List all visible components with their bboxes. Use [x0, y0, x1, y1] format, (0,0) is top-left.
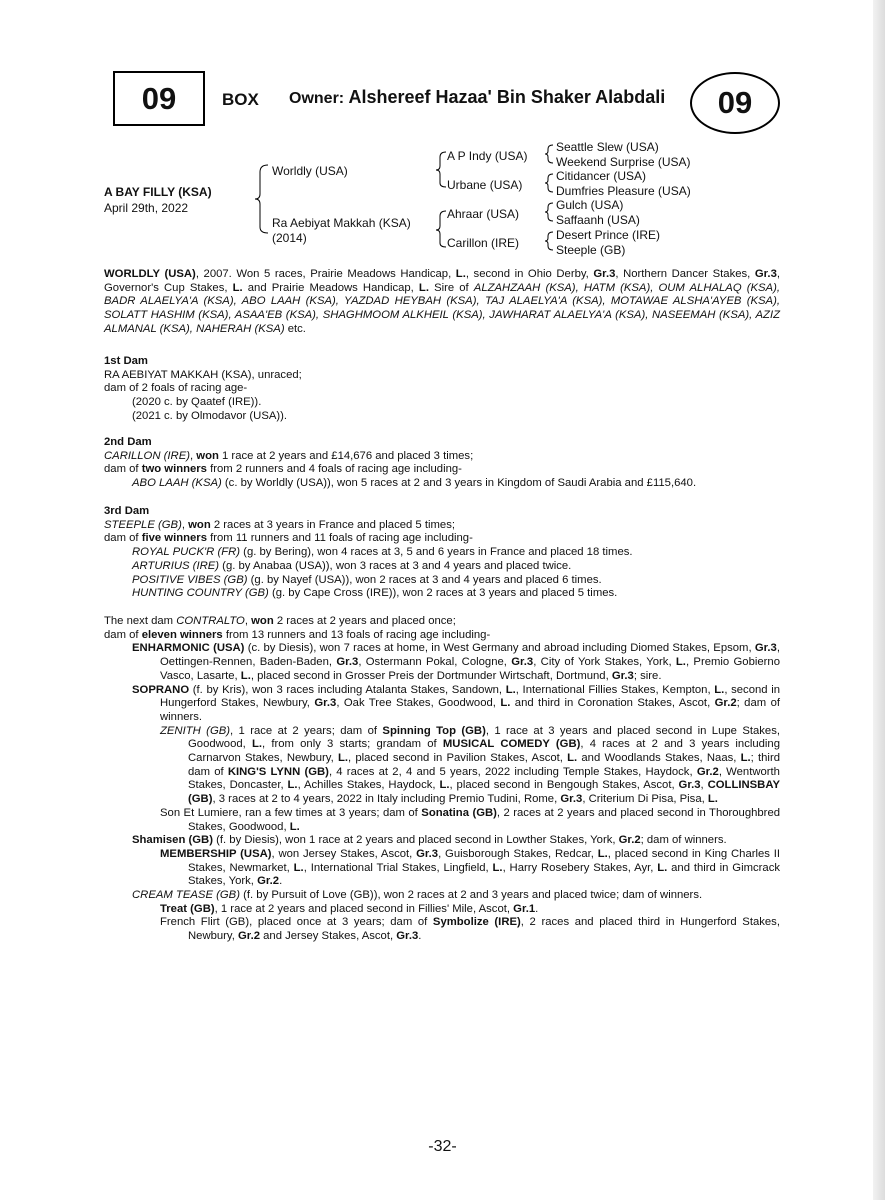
spinning-top-name: Spinning Top (GB) — [382, 724, 486, 737]
treat-t1: , 1 race at 2 years and placed second in Fillies' Mile, Ascot, — [214, 902, 514, 915]
zen-t2: , 1 race at 3 years and placed second in Lupe Stakes, Goodwood, — [188, 724, 781, 751]
sel-t2: , 2 races at 2 years and placed second in Thoroughbred Stakes, Goodwood, — [188, 806, 781, 833]
lot-number: 09 — [141, 80, 177, 116]
second-dam-two-winners: two winners — [141, 463, 207, 476]
zen-t12: , — [700, 779, 708, 792]
kings-lynn-name: KING'S LYNN (GB) — [227, 765, 329, 778]
ff-gr3: Gr.3 — [396, 930, 419, 943]
sonatina-name: Sonatina (GB) — [421, 806, 497, 819]
second-dam-header: 2nd Dam — [104, 436, 152, 448]
enh-t5: , Premio Gobierno Vasco, Lasarte, — [160, 656, 780, 682]
zen-gr3a: Gr.3 — [678, 779, 701, 792]
sire-para-l3: L. — [418, 281, 429, 294]
third-dam-line2 — [104, 532, 780, 546]
ff-t3: and Jersey Stakes, Ascot, — [260, 930, 397, 943]
ff-t1: French Flirt (GB), placed once at 3 years; dam of — [160, 916, 433, 929]
enharmonic-entry — [104, 642, 780, 683]
sham-t1: (f. by Diesis), won 1 race at 2 years and placed second in Lowther Stakes, York, — [212, 834, 619, 847]
sire-para-t2: , second in Ohio Derby, — [465, 268, 594, 280]
soprano-name: SOPRANO — [132, 683, 190, 696]
first-dam-l4: (2021 c. by Olmodavor (USA)). — [132, 409, 288, 422]
zen-t8: , 4 races at 2, 4 and 5 years, 2022 including Temple Stakes, Haydock, — [328, 765, 697, 778]
membership-entry — [104, 848, 780, 889]
first-dam-header: 1st Dam — [104, 355, 148, 367]
mem-gr2: Gr.2 — [257, 875, 280, 888]
french-flirt-entry — [104, 916, 780, 943]
zen-l4: L. — [740, 752, 751, 765]
cream-tease-name: CREAM TEASE (GB) — [132, 889, 240, 902]
bracket-ahraar — [545, 203, 553, 221]
zen-t1: , 1 race at 2 years; dam of — [230, 724, 383, 737]
zen-t14: , Criterium Di Pisa, Pisa, — [582, 793, 708, 806]
enh-l1: L. — [675, 656, 686, 669]
arturius-text: (g. by Anabaa (USA)), won 3 races at 3 and 4 years and placed twice. — [219, 559, 572, 572]
enh-t4: , City of York Stakes, York, — [533, 656, 676, 669]
owner-name: Alshereef Hazaa' Bin Shaker Alabdali — [348, 87, 666, 107]
sire-para-l2: L. — [232, 281, 243, 294]
sire-para-t3: , Northern Dancer Stakes, — [615, 268, 755, 280]
next-dam-t3: 2 races at 2 years and placed once; — [273, 615, 456, 627]
zen-t9: , Wentworth Stakes, Doncaster, — [188, 765, 780, 792]
third-dam-progeny-4 — [104, 587, 780, 601]
sham-t2: ; dam of winners. — [640, 834, 727, 847]
next-dam-t2: , — [244, 615, 252, 627]
sop-t2: , International Fillies Stakes, Kempton, — [515, 683, 715, 696]
mem-t4: , International Trial Stakes, Lingfield, — [303, 861, 493, 874]
sop-gr2: Gr.2 — [714, 697, 737, 710]
bracket-dam — [436, 211, 446, 247]
ancestor-3: Citidancer (USA) — [556, 169, 647, 183]
enh-gr3b: Gr.3 — [336, 656, 359, 669]
membership-name: MEMBERSHIP (USA) — [160, 847, 272, 860]
next-dam-section — [104, 615, 780, 944]
box-label: BOX — [222, 90, 259, 109]
sire-para-name: WORLDLY (USA) — [104, 268, 196, 280]
page-number: -32- — [428, 1138, 457, 1155]
ancestor-7: Desert Prince (IRE) — [556, 228, 661, 242]
zen-l6: L. — [439, 779, 450, 792]
zen-l3: L. — [567, 752, 578, 765]
lot-number-oval-text: 09 — [717, 85, 753, 120]
ancestor-2: Weekend Surprise (USA) — [556, 155, 691, 169]
second-dam-t1: 1 race at 2 years and £14,676 and placed 3 times; — [218, 449, 474, 462]
sire-paragraph — [104, 268, 780, 337]
bracket-sire — [436, 152, 446, 187]
enh-gr3a: Gr.3 — [754, 642, 777, 655]
mem-l4: L. — [657, 861, 668, 874]
sop-t3: , second in Hungerford Stakes, Newbury, — [160, 683, 781, 710]
first-dam-l2: dam of 2 foals of racing age- — [104, 382, 248, 395]
enh-t3: , Ostermann Pokal, Cologne, — [358, 656, 512, 669]
first-dam-l3: (2020 c. by Qaatef (IRE)). — [132, 396, 262, 409]
bracket-apindy — [545, 145, 553, 163]
mem-gr3: Gr.3 — [416, 847, 439, 860]
zen-gr3b: Gr.3 — [560, 793, 583, 806]
sop-t1: (f. by Kris), won 3 races including Atalanta Stakes, Sandown, — [189, 683, 506, 696]
third-dam-t3: from 11 runners and 11 foals of racing age including- — [206, 532, 473, 545]
symbolize-name: Symbolize (IRE) — [432, 916, 521, 929]
enh-t1: (c. by Diesis), won 7 races at home, in West Germany and abroad including Diomed Stakes, Epsom, — [244, 642, 755, 655]
ancestor-5: Gulch (USA) — [556, 198, 624, 212]
zen-t7: ; third dam of — [188, 752, 780, 778]
bracket-main — [255, 165, 268, 233]
mem-l1: L. — [597, 847, 608, 860]
arturius-name: ARTURIUS (IRE) — [132, 559, 220, 572]
sire-para-t5: and Prairie Meadows Handicap, — [242, 281, 419, 294]
enh-t7: ; sire. — [633, 669, 662, 682]
third-dam-t1: 2 races at 3 years in France and placed 5 times; — [210, 518, 455, 531]
mem-l2: L. — [293, 861, 304, 874]
sire-para-t1: , 2007. Won 5 races, Prairie Meadows Handicap, — [195, 268, 456, 280]
third-dam-section — [104, 505, 780, 601]
sire-dam: Urbane (USA) — [447, 178, 523, 192]
third-dam-t2: dam of — [104, 532, 142, 545]
second-dam-won: won — [196, 449, 219, 462]
sop-l3: L. — [500, 697, 511, 710]
second-dam-t4: (c. by Worldly (USA)), won 5 races at 2 and 3 years in Kingdom of Saudi Arabia and £115,640. — [221, 477, 697, 490]
treat-t2: . — [535, 902, 539, 915]
dam-name: Ra Aebiyat Makkah (KSA) — [272, 216, 411, 230]
zen-gr2: Gr.2 — [696, 765, 719, 778]
hunting-country-name: HUNTING COUNTRY (GB) — [132, 587, 269, 600]
third-dam-five-winners: five winners — [141, 532, 207, 545]
zen-l5: L. — [287, 779, 298, 792]
shamisen-name: Shamisen (GB) — [132, 834, 213, 847]
eleven-winners: eleven winners — [141, 628, 223, 641]
second-dam-section — [104, 436, 780, 491]
collinsbay-name: COLLINSBAY (GB) — [188, 779, 780, 806]
mem-t7: . — [279, 875, 283, 888]
enh-t2: , Oettingen-Rennen, Baden-Baden, — [160, 642, 780, 669]
sire-para-gr3b: Gr.3 — [754, 268, 777, 280]
dam-year: (2014) — [272, 231, 307, 245]
mem-l3: L. — [492, 861, 503, 874]
horse-name: A BAY FILLY (KSA) — [104, 185, 212, 199]
zenith-entry — [104, 725, 780, 807]
ancestor-6: Saffaanh (USA) — [556, 213, 640, 227]
abo-laah-name: ABO LAAH (KSA) — [132, 477, 222, 490]
zen-l2: L. — [337, 752, 348, 765]
next-dam-line1 — [104, 615, 780, 629]
zen-t11: , placed second in Bengough Stakes, Ascot, — [449, 779, 679, 792]
sire-sire: A P Indy (USA) — [447, 149, 528, 163]
zen-l1: L. — [251, 738, 263, 751]
sire-para-t7: etc. — [284, 322, 306, 335]
mem-t3: , placed second in King Charles II Stakes, Newmarket, — [188, 847, 780, 874]
mem-t1: , won Jersey Stakes, Ascot, — [271, 847, 417, 860]
soprano-entry — [104, 684, 780, 725]
second-dam-line3 — [104, 477, 780, 491]
next-dam-t4: dam of — [104, 628, 142, 641]
second-dam-t3: from 2 runners and 4 foals of racing age including- — [206, 463, 462, 476]
positive-vibes-name: POSITIVE VIBES (GB) — [132, 573, 248, 586]
third-dam-line1: STEEPLE (GB), won 2 races at 3 years in France and placed 5 times; — [104, 518, 455, 531]
zen-l7: L. — [707, 793, 718, 806]
third-dam-header: 3rd Dam — [104, 505, 150, 517]
musical-comedy-name: MUSICAL COMEDY (GB) — [442, 738, 581, 751]
sire-para-l1: L. — [455, 268, 466, 280]
zen-t3: , from only 3 starts; grandam of — [262, 738, 443, 751]
ancestor-4: Dumfries Pleasure (USA) — [556, 184, 691, 198]
next-dam-t5: from 13 runners and 13 foals of racing age including- — [222, 628, 491, 641]
son-et-lumiere-entry — [104, 807, 780, 834]
royal-puckr-text: (g. by Bering), won 4 races at 3, 5 and 6 years in France and placed 18 times. — [240, 546, 633, 559]
third-dam-progeny-1 — [104, 546, 780, 560]
ancestor-1: Seattle Slew (USA) — [556, 140, 659, 154]
hunting-country-text: (g. by Cape Cross (IRE)), won 2 races at 3 years and placed 5 times. — [268, 587, 618, 600]
third-dam-won: won — [188, 518, 211, 531]
ff-gr2: Gr.2 — [238, 930, 260, 943]
shamisen-entry — [104, 834, 780, 848]
first-dam-section — [104, 355, 780, 424]
third-dam-name: STEEPLE (GB) — [104, 518, 182, 531]
sham-gr2: Gr.2 — [618, 834, 641, 847]
sop-t5: and third in Coronation Stakes, Ascot, — [510, 697, 715, 710]
sop-t4: , Oak Tree Stakes, Goodwood, — [336, 697, 501, 710]
zenith-name: ZENITH (GB) — [160, 724, 231, 737]
sire-para-t6: Sire of — [428, 281, 474, 294]
ct-t1: (f. by Pursuit of Love (GB)), won 2 races at 2 and 3 years and placed twice; dam of winners. — [239, 889, 703, 902]
zen-t6: and Woodlands Stakes, Naas, — [577, 752, 741, 765]
enh-gr3c: Gr.3 — [511, 656, 534, 669]
ff-t4: . — [418, 930, 422, 943]
royal-puckr-name: ROYAL PUCK'R (FR) — [132, 546, 241, 559]
enh-t6: , placed second in Grosser Preis der Dortmunder Wirtschaft, Dortmund, — [250, 669, 612, 682]
horse-foaled: April 29th, 2022 — [104, 201, 189, 215]
pedigree-brackets — [0, 0, 885, 300]
sel-l1: L. — [289, 820, 300, 833]
third-dam-progeny-2 — [104, 560, 780, 574]
cream-tease-entry — [104, 889, 780, 903]
contralto-name: CONTRALTO — [176, 615, 245, 627]
zen-t10: , Achilles Stakes, Haydock, — [297, 779, 440, 792]
zen-t5: , placed second in Pavilion Stakes, Ascot, — [347, 752, 568, 765]
treat-gr1: Gr.1 — [513, 902, 536, 915]
second-dam-name: CARILLON (IRE) — [104, 449, 190, 462]
treat-entry — [104, 903, 780, 917]
next-dam-line2 — [104, 629, 780, 643]
enh-l2: L. — [240, 669, 251, 682]
sire-name: Worldly (USA) — [272, 164, 348, 178]
second-dam-t2: dam of — [104, 463, 142, 476]
zen-t4: , 4 races at 2 and 3 years including Carnarvon Stakes, Newbury, — [188, 738, 780, 765]
sire-para-t4: , Governor's Cup Stakes, — [104, 268, 780, 294]
sire-progeny: ALZAHZAAH (KSA), HATM (KSA), OUM ALHALAQ (KSA), BADR ALAELYA'A (KSA), ABO LAAH (KSA), YAZDAD HEYBAH (KSA), TAJ ALAELYA'A (KSA), MOTAWAE ALSHA'AYEB (KSA), SOLATT HASHIM (KSA), ASAA'EB (KSA), SHAGHMOOM ALKHEIL (KSA), JAWHARAT ALAELYA'A (KSA), NASEEMAH (KSA), AZIZ ALMANAL (KSA), NAHERAH (KSA) — [104, 281, 780, 335]
dam-dam: Carillon (IRE) — [447, 236, 520, 250]
sop-gr3: Gr.3 — [314, 697, 337, 710]
ff-t2: , 2 races and placed third in Hungerford Stakes, Newbury, — [188, 916, 780, 943]
sel-t1: Son Et Lumiere, ran a few times at 3 years; dam of — [160, 806, 422, 819]
next-dam-t1: The next dam — [104, 615, 177, 627]
third-dam-progeny-3 — [104, 574, 780, 588]
enharmonic-name: ENHARMONIC (USA) — [132, 642, 245, 655]
bracket-urbane — [545, 174, 553, 192]
zen-t13: , 3 races at 2 to 4 years, 2022 in Italy including Premio Tudini, Rome, — [212, 793, 561, 806]
enh-gr3d: Gr.3 — [611, 669, 634, 682]
mem-t6: and third in Gimcrack Stakes, York, — [188, 861, 781, 888]
sire-para-gr3a: Gr.3 — [593, 268, 616, 280]
mem-t2: , Guisborough Stakes, Redcar, — [438, 847, 598, 860]
ancestor-8: Steeple (GB) — [556, 243, 626, 257]
owner-label: Owner: — [289, 90, 345, 107]
next-dam-won: won — [251, 615, 274, 627]
second-dam-line2 — [104, 463, 780, 477]
bracket-carillon — [545, 232, 553, 250]
sop-l1: L. — [505, 683, 516, 696]
mem-t5: , Harry Rosebery Stakes, Ayr, — [502, 861, 658, 874]
positive-vibes-text: (g. by Nayef (USA)), won 2 races at 3 and 4 years and placed 6 times. — [247, 573, 602, 586]
treat-name: Treat (GB) — [160, 902, 215, 915]
sop-t6: ; dam of winners. — [160, 697, 780, 723]
second-dam-line1: CARILLON (IRE), won 1 race at 2 years and £14,676 and placed 3 times; — [104, 449, 474, 462]
sop-l2: L. — [714, 683, 725, 696]
dam-sire: Ahraar (USA) — [447, 207, 520, 221]
first-dam-l1: RA AEBIYAT MAKKAH (KSA), unraced; — [104, 368, 302, 381]
